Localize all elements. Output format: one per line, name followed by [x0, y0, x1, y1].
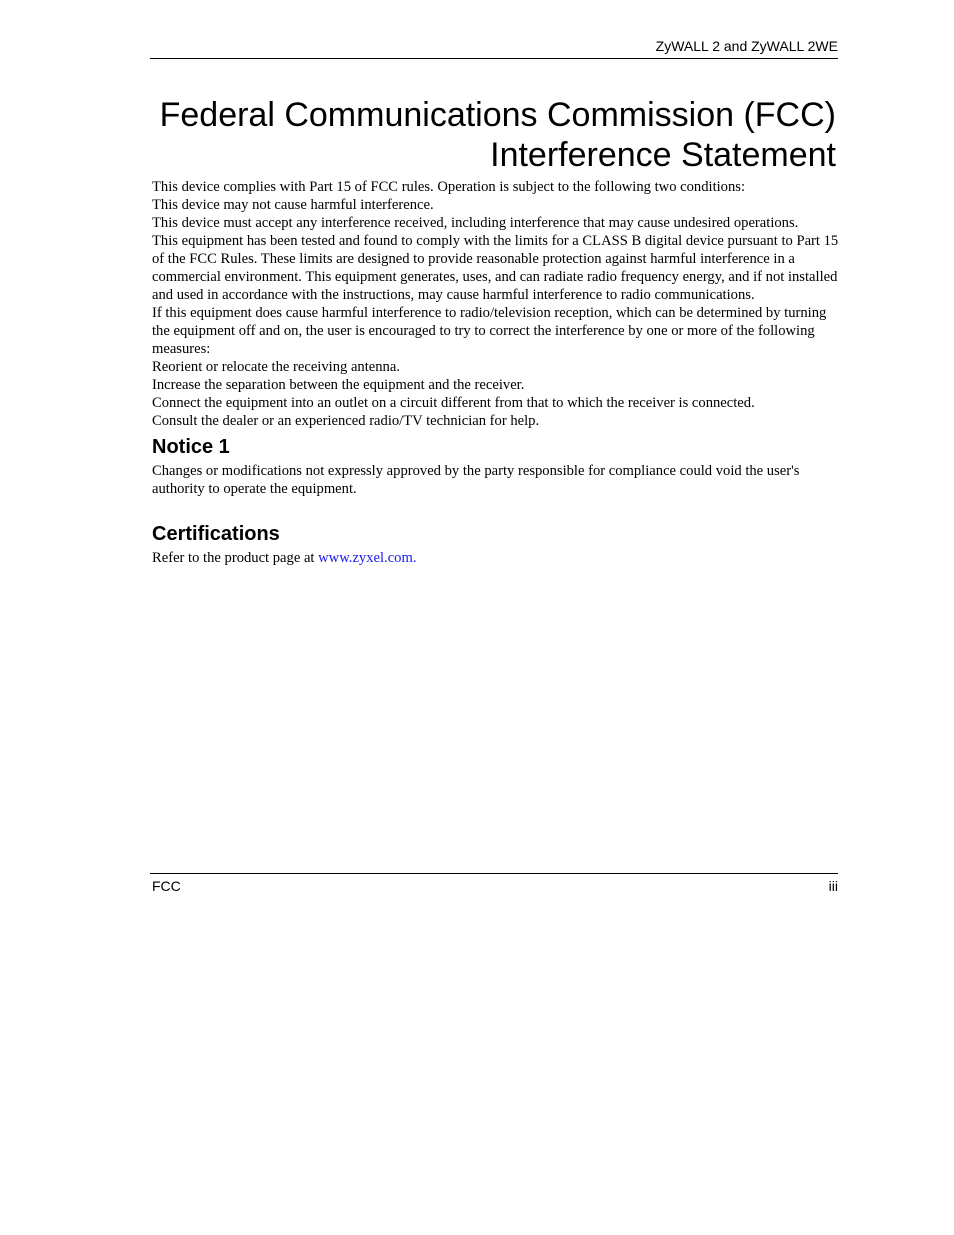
notice-heading: Notice 1 [152, 436, 230, 458]
paragraph-class-b: This equipment has been tested and found to comply with the limits for a CLASS B digital device pursuant to Part 15 of the FCC Rules. These limits are designed to provide reasonable protection against harmful interference in a commercial environment. This equipment generates, uses, and can radiate radio frequency energy, and if not installed and used in accordance with the instructions, may cause harmful interference to radio communications. [152, 233, 839, 303]
notice-text: Changes or modifications not expressly approved by the party responsible for compliance could void the user's authority to operate the equipment. [152, 463, 800, 497]
footer-section-name: FCC [152, 878, 181, 894]
page-footer [150, 873, 838, 894]
certifications-suffix: . [412, 550, 417, 566]
running-header-title: ZyWALL 2 and ZyWALL 2WE [655, 38, 838, 54]
paragraph-measure-2: Increase the separation between the equipment and the receiver. [152, 377, 525, 393]
footer-page-number: iii [828, 878, 838, 894]
paragraph-condition-1: This device may not cause harmful interference. [152, 197, 434, 213]
page-title-line-2: Interference Statement [490, 136, 836, 174]
certifications-heading: Certifications [152, 523, 280, 545]
paragraph-compliance: This device complies with Part 15 of FCC rules. Operation is subject to the following two conditions: [152, 179, 745, 195]
document-body [152, 178, 842, 567]
paragraph-condition-2: This device must accept any interference received, including interference that may cause undesired operations. [152, 215, 799, 231]
certifications-text [152, 549, 842, 567]
paragraph-measure-1: Reorient or relocate the receiving antenna. [152, 359, 400, 375]
page-title [150, 95, 836, 175]
page-title-line-1: Federal Communications Commission (FCC) [159, 96, 836, 134]
zyxel-website-link[interactable]: www.zyxel.com [318, 550, 413, 566]
paragraph-measure-3: Connect the equipment into an outlet on a circuit different from that to which the receiver is connected. [152, 395, 755, 411]
paragraph-measure-4: Consult the dealer or an experienced radio/TV technician for help. [152, 413, 540, 429]
running-header [150, 36, 838, 59]
certifications-prefix: Refer to the product page at [152, 550, 319, 566]
paragraph-measures-intro: If this equipment does cause harmful interference to radio/television reception, which can be determined by turning the equipment off and on, the user is encouraged to try to correct the interference by one or more of the following measures: [152, 305, 827, 357]
